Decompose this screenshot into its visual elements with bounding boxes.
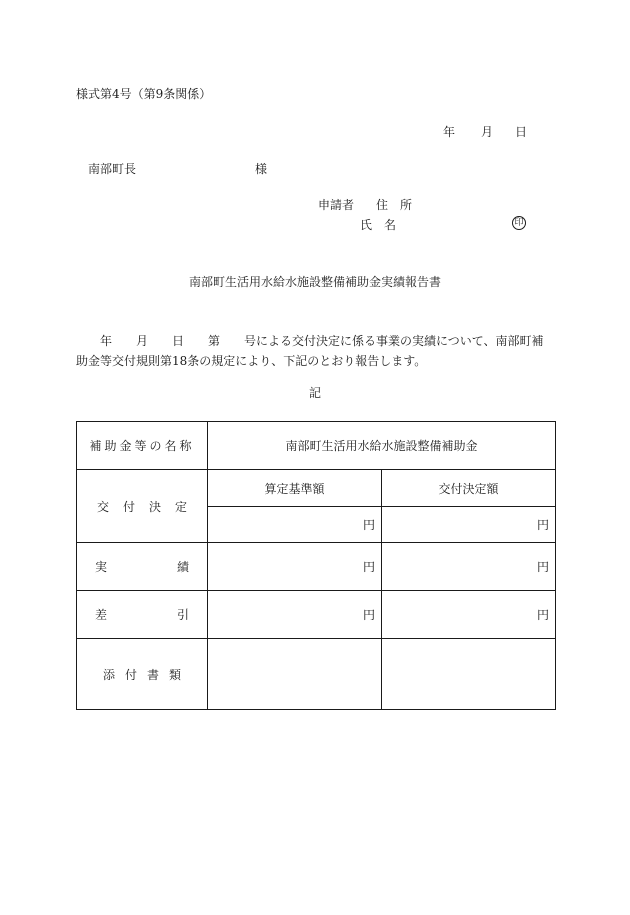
form-number: 様式第4号（第9条関係） bbox=[76, 87, 212, 101]
date-day-label: 日 bbox=[515, 125, 528, 139]
yen-unit: 円 bbox=[362, 518, 375, 532]
subsidy-name-value-cell bbox=[208, 422, 555, 469]
calc-standard-amount-cell bbox=[208, 507, 381, 542]
name-label: 氏 名 bbox=[360, 218, 397, 232]
yen-unit: 円 bbox=[536, 560, 549, 574]
yen-unit: 円 bbox=[362, 560, 375, 574]
subsidy-name-value: 南部町生活用水給水施設整備補助金 bbox=[285, 439, 478, 453]
recipient-honorific: 様 bbox=[255, 162, 268, 176]
attachments-grant-cell bbox=[382, 639, 555, 709]
yen-unit: 円 bbox=[536, 608, 549, 622]
decision-label-cell bbox=[77, 470, 207, 542]
subsidy-name-label-cell bbox=[77, 422, 207, 469]
document-title: 南部町生活用水給水施設整備補助金実績報告書 bbox=[188, 275, 441, 289]
body-line-1: 年 月 日 第 号による交付決定に係る事業の実績について、南部町補 bbox=[76, 334, 544, 348]
grant-decision-header-cell bbox=[382, 470, 555, 506]
attachments-label: 添付書類 bbox=[102, 667, 191, 682]
report-table bbox=[76, 421, 556, 710]
actual-grant-cell bbox=[382, 543, 555, 590]
yen-unit: 円 bbox=[362, 608, 375, 622]
calc-standard-label: 算定基準額 bbox=[264, 481, 325, 496]
body-paragraph bbox=[76, 331, 560, 371]
decision-label: 交付決定 bbox=[96, 499, 201, 514]
difference-label: 差 引 bbox=[95, 608, 189, 622]
body-line-2: 助金等交付規則第18条の規定により、下記のとおり報告します。 bbox=[76, 354, 427, 368]
applicant-label: 申請者 bbox=[318, 198, 355, 212]
grant-decision-amount-cell bbox=[382, 507, 555, 542]
recipient-title: 南部町長 bbox=[88, 162, 137, 176]
seal-mark: 印 bbox=[512, 216, 526, 230]
attachments-label-cell bbox=[77, 639, 207, 709]
grant-decision-label: 交付決定額 bbox=[438, 481, 499, 496]
difference-grant-cell bbox=[382, 591, 555, 638]
actual-label-cell bbox=[77, 543, 207, 590]
attachments-calc-cell bbox=[208, 639, 381, 709]
ki-label: 記 bbox=[308, 386, 321, 400]
difference-label-cell bbox=[77, 591, 207, 638]
actual-label: 実 績 bbox=[95, 560, 189, 574]
date-month-label: 月 bbox=[481, 125, 494, 139]
subsidy-name-label: 補助金等の名称 bbox=[89, 439, 195, 453]
difference-calc-cell bbox=[208, 591, 381, 638]
actual-calc-cell bbox=[208, 543, 381, 590]
yen-unit: 円 bbox=[536, 518, 549, 532]
calc-standard-header-cell bbox=[208, 470, 381, 506]
address-label: 住 所 bbox=[376, 198, 413, 212]
date-year-label: 年 bbox=[443, 125, 456, 139]
